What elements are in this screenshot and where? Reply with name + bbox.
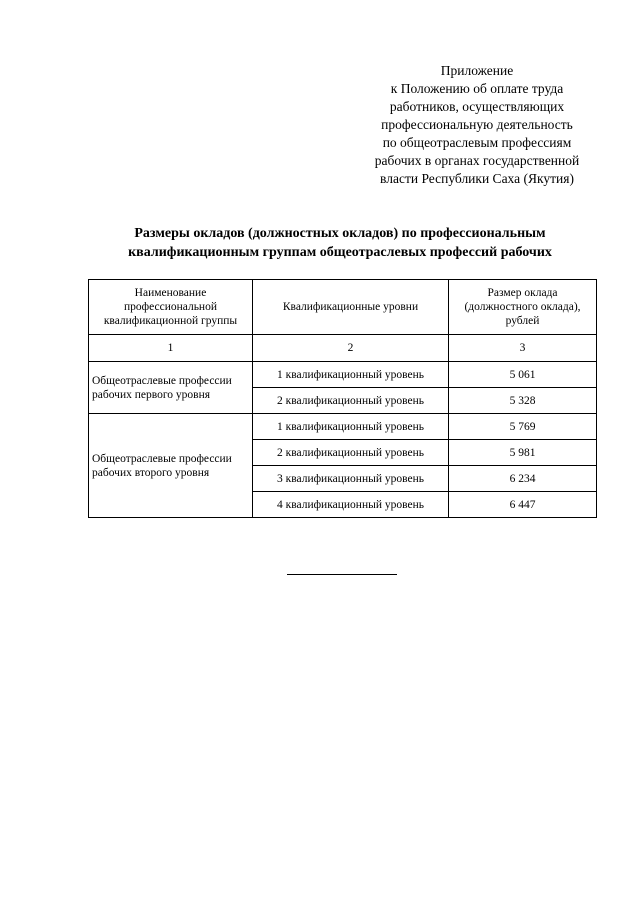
table-row bbox=[89, 414, 597, 440]
level-cell: 1 квалификационный уровень bbox=[253, 362, 449, 388]
appendix-line: власти Республики Саха (Якутия) bbox=[380, 171, 574, 186]
document-title bbox=[70, 224, 610, 262]
end-separator-line bbox=[287, 574, 397, 575]
salary-cell: 6 447 bbox=[449, 492, 597, 518]
appendix-line: профессиональную деятельность bbox=[381, 117, 573, 132]
level-cell: 2 квалификационный уровень bbox=[253, 440, 449, 466]
header-salary: Размер оклада (должностного оклада), рублей bbox=[449, 280, 597, 335]
level-cell: 3 квалификационный уровень bbox=[253, 466, 449, 492]
salary-cell: 5 328 bbox=[449, 388, 597, 414]
column-number: 1 bbox=[89, 335, 253, 362]
table-row bbox=[89, 362, 597, 388]
salary-cell: 5 981 bbox=[449, 440, 597, 466]
group-name-cell: Общеотраслевые профессии рабочих первого уровня bbox=[89, 362, 253, 414]
appendix-line: рабочих в органах государственной bbox=[374, 153, 580, 168]
salary-cell: 5 061 bbox=[449, 362, 597, 388]
title-line: квалификационным группам общеотраслевых профессий рабочих bbox=[128, 245, 552, 260]
appendix-note bbox=[352, 62, 602, 188]
appendix-line: к Положению об оплате труда bbox=[390, 81, 564, 96]
header-levels: Квалификационные уровни bbox=[253, 280, 449, 335]
salary-cell: 6 234 bbox=[449, 466, 597, 492]
header-group-name: Наименование профессиональной квалификационной группы bbox=[89, 280, 253, 335]
level-cell: 1 квалификационный уровень bbox=[253, 414, 449, 440]
column-number: 2 bbox=[253, 335, 449, 362]
title-line: Размеры окладов (должностных окладов) по профессиональным bbox=[134, 226, 546, 241]
column-number-row bbox=[89, 335, 597, 362]
column-number: 3 bbox=[449, 335, 597, 362]
level-cell: 2 квалификационный уровень bbox=[253, 388, 449, 414]
header-row bbox=[89, 280, 597, 335]
appendix-line: работников, осуществляющих bbox=[389, 99, 565, 114]
salary-table bbox=[88, 279, 597, 518]
appendix-line: по общеотраслевым профессиям bbox=[382, 135, 572, 150]
salary-cell: 5 769 bbox=[449, 414, 597, 440]
level-cell: 4 квалификационный уровень bbox=[253, 492, 449, 518]
group-name-cell: Общеотраслевые профессии рабочих второго уровня bbox=[89, 414, 253, 518]
appendix-line: Приложение bbox=[440, 63, 514, 78]
